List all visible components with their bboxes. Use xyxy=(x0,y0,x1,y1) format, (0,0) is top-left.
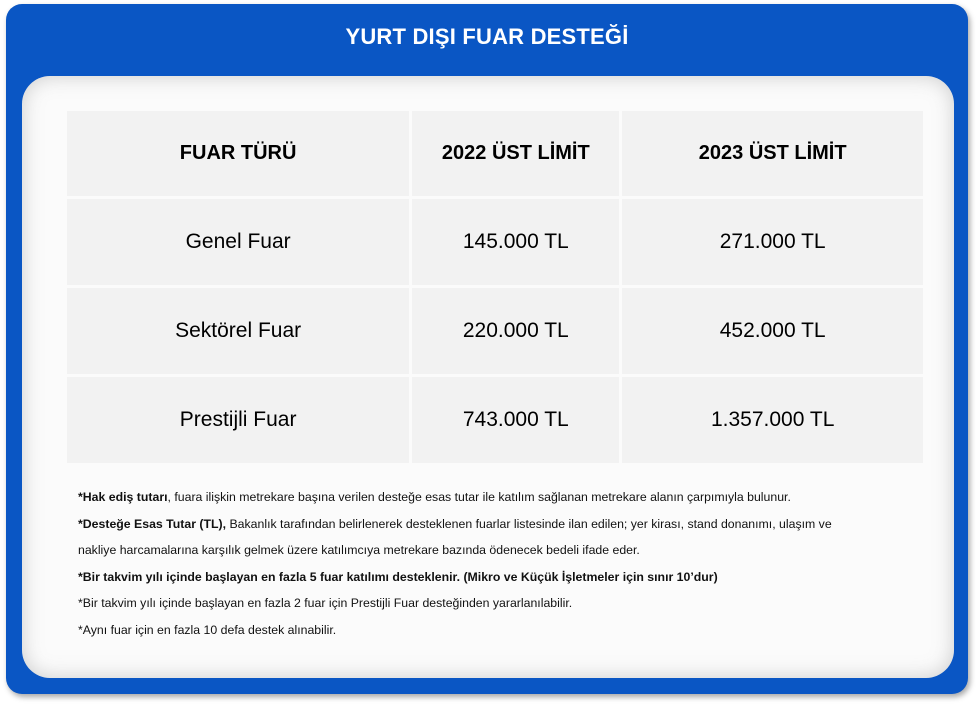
note-hak-edis xyxy=(78,488,918,515)
cell-2022-limit: 145.000 TL xyxy=(412,199,619,285)
note-destege-esas xyxy=(78,515,918,542)
outer-frame xyxy=(6,4,968,694)
note-destege-esas-text: Bakanlık tarafından belirlenerek desteklenen fuarlar listesinde ilan edilen; yer kirası, stand donanımı, ulaşım ve xyxy=(226,516,832,531)
cell-fuar-type: Sektörel Fuar xyxy=(67,288,409,374)
cell-fuar-type: Prestijli Fuar xyxy=(67,377,409,463)
cell-2022-limit: 743.000 TL xyxy=(412,377,619,463)
footnotes xyxy=(78,488,918,647)
limits-table xyxy=(64,108,926,466)
note-fuar-limit-text: *Bir takvim yılı içinde başlayan en fazla 5 fuar katılımı desteklenir. (Mikro ve Küçük İşletmeler için sınır 10’dur) xyxy=(78,569,718,584)
cell-2023-limit: 1.357.000 TL xyxy=(622,377,923,463)
header-2023-ust-limit: 2023 ÜST LİMİT xyxy=(622,111,923,196)
note-destege-esas-continued: nakliye harcamalarına karşılık gelmek üzere katılımcıya metrekare bazında ödenecek bedeli ifade eder. xyxy=(78,543,640,557)
note-hak-edis-term: *Hak ediş tutarı xyxy=(78,490,168,504)
header-2022-ust-limit: 2022 ÜST LİMİT xyxy=(412,111,619,196)
table-header-row xyxy=(67,111,923,196)
cell-2023-limit: 452.000 TL xyxy=(622,288,923,374)
cell-fuar-type: Genel Fuar xyxy=(67,199,409,285)
note-fuar-limit xyxy=(78,568,918,595)
page-title: YURT DIŞI FUAR DESTEĞİ xyxy=(345,24,629,49)
content-panel xyxy=(22,76,954,678)
cell-2023-limit: 271.000 TL xyxy=(622,199,923,285)
note-destege-esas-term: *Desteğe Esas Tutar (TL), xyxy=(78,516,227,531)
note-hak-edis-text: , fuara ilişkin metrekare başına verilen desteğe esas tutar ile katılım sağlanan metrekare alanın çarpımıyla bulunur. xyxy=(167,490,791,504)
cell-2022-limit: 220.000 TL xyxy=(412,288,619,374)
note-ayni-fuar-limit: *Aynı fuar için en fazla 10 defa destek alınabilir. xyxy=(78,622,337,637)
table-row xyxy=(67,377,923,463)
note-prestijli-limit: *Bir takvim yılı içinde başlayan en fazla 2 fuar için Prestijli Fuar desteğinden yararlanılabilir. xyxy=(78,596,573,610)
table-row xyxy=(67,288,923,374)
header-fuar-turu: FUAR TÜRÜ xyxy=(67,111,409,196)
table-row xyxy=(67,199,923,285)
